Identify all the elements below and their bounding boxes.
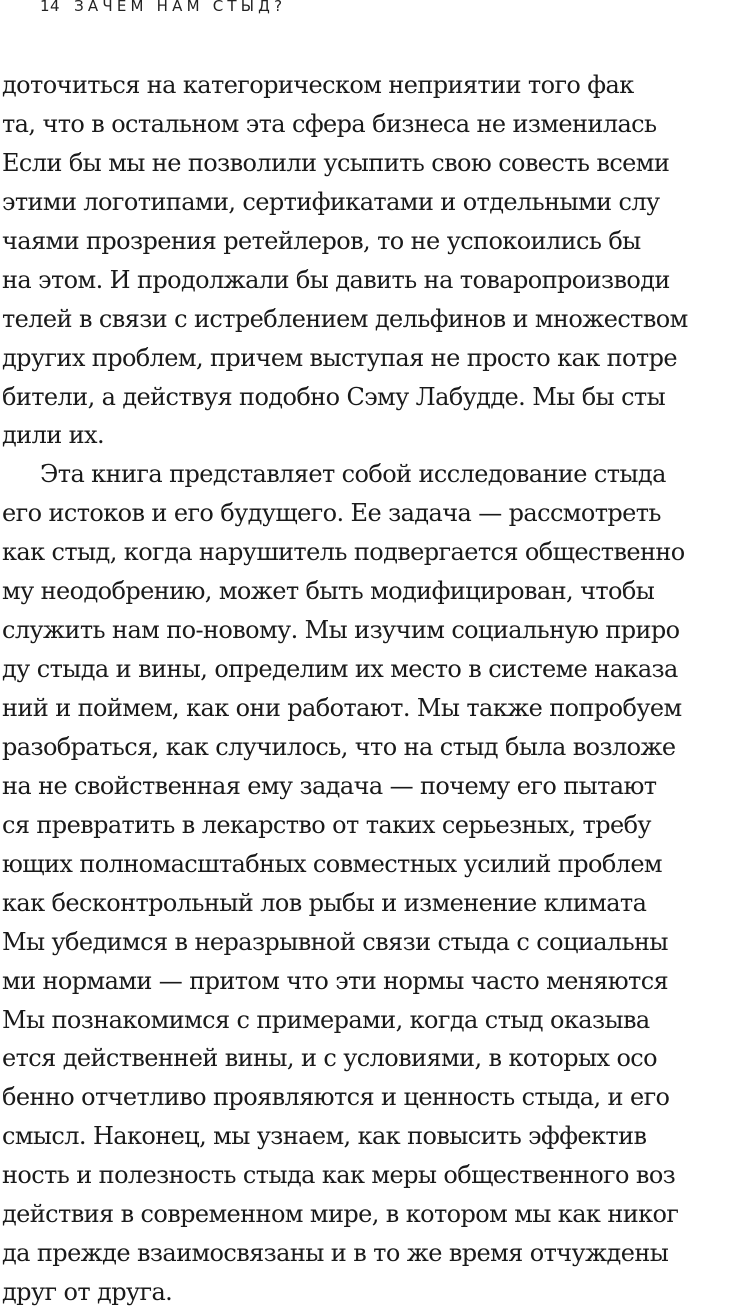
- running-head-title: ЗАЧЕМ НАМ СТЫД?: [74, 0, 287, 15]
- page-number: 14: [40, 0, 61, 15]
- text-line: на не свойственная ему задача — почему его пытают: [2, 771, 657, 800]
- text-line: ющих полномасштабных совместных усилий проблем: [2, 849, 662, 878]
- text-line: Если бы мы не позволили усыпить свою совесть всеми: [2, 148, 670, 177]
- text-line: служить нам по-новому. Мы изучим социальную приро: [2, 616, 680, 645]
- text-line: друг от друга.: [2, 1278, 173, 1307]
- text-line: чаями прозрения ретейлеров, то не успокоились бы: [2, 226, 641, 255]
- text-line: Эта книга представляет собой исследование стыда: [40, 460, 666, 489]
- text-line: ми нормами — притом что эти нормы часто меняются: [2, 966, 669, 995]
- text-line: ду стыда и вины, определим их место в системе наказа: [2, 655, 678, 684]
- text-line: действия в современном мире, в котором мы как никог: [2, 1200, 679, 1229]
- text-line: ется действенней вины, и с условиями, в которых осо: [2, 1044, 657, 1073]
- text-line: его истоков и его будущего. Ее задача — рассмотреть: [2, 499, 661, 528]
- text-line: дили их.: [2, 421, 105, 450]
- text-line: на этом. И продолжали бы давить на товаропроизводи: [2, 265, 670, 294]
- running-head: [40, 0, 286, 18]
- text-line: бенно отчетливо проявляются и ценность стыда, и его: [2, 1083, 670, 1112]
- text-line: му неодобрению, может быть модифицирован, чтобы: [2, 577, 655, 606]
- body-text: [2, 66, 737, 1307]
- text-line: бители, а действуя подобно Сэму Лабудде. Мы бы сты: [2, 382, 666, 411]
- text-line: разобраться, как случилось, что на стыд была возложе: [2, 732, 676, 761]
- text-line: та, что в остальном эта сфера бизнеса не изменилась: [2, 109, 657, 138]
- text-line: Мы убедимся в неразрывной связи стыда с социальны: [2, 927, 668, 956]
- text-line: как стыд, когда нарушитель подвергается общественно: [2, 538, 685, 567]
- text-line: Мы познакомимся с примерами, когда стыд оказыва: [2, 1005, 650, 1034]
- text-line: смысл. Наконец, мы узнаем, как повысить эффектив: [2, 1122, 647, 1151]
- text-line: ний и поймем, как они работают. Мы также попробуем: [2, 694, 682, 722]
- text-line: других проблем, причем выступая не просто как потре: [2, 343, 677, 372]
- text-line: телей в связи с истреблением дельфинов и множеством: [2, 304, 688, 333]
- text-line: этими логотипами, сертификатами и отдельными слу: [2, 187, 660, 216]
- text-line: ность и полезность стыда как меры общественного воз: [2, 1161, 676, 1190]
- text-line: ся превратить в лекарство от таких серьезных, требу: [2, 810, 651, 839]
- text-line: доточиться на категорическом неприятии того фак: [2, 71, 634, 99]
- text-line: как бесконтрольный лов рыбы и изменение климата: [2, 888, 647, 917]
- text-line: да прежде взаимосвязаны и в то же время отчуждены: [2, 1239, 669, 1268]
